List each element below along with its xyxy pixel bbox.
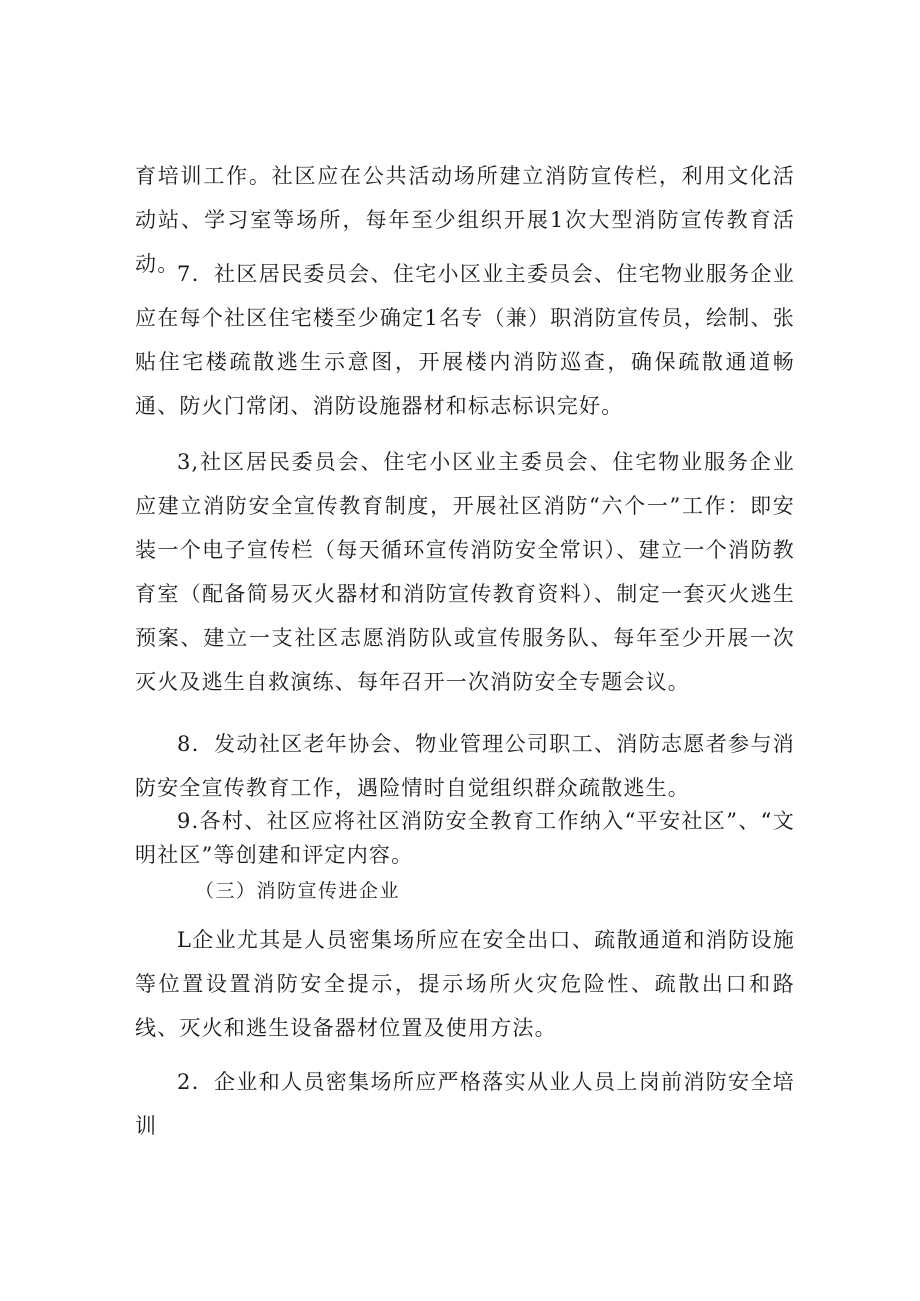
paragraph-item-8: 8．发动社区老年协会、物业管理公司职工、消防志愿者参与消防安全宣传教育工作，遇险情时自觉组织群众疏散逃生。 xyxy=(135,732,795,800)
paragraph-item-7: 7．社区居民委员会、住宅小区业主委员会、住宅物业服务企业应在每个社区住宅楼至少确定1名专（兼）职消防宣传员，绘制、张贴住宅楼疏散逃生示意图，开展楼内消防巡查，确保疏散通道畅通、防火门常闭、消防设施器材和标志标识完好。 xyxy=(135,262,795,418)
paragraph-item-3: 3,社区居民委员会、住宅小区业主委员会、住宅物业服务企业应建立消防安全宣传教育制度，开展社区消防“六个一”工作：即安装一个电子宣传栏（每天循环宣传消防安全常识）、建立一个消防教育室（配备简易灭火器材和消防宣传教育资料）、制定一套灭火逃生预案、建立一支社区志愿消防队或宣传服务队、每年至少开展一次灭火及逃生自救演练、每年召开一次消防安全专题会议。 xyxy=(135,450,795,694)
paragraph-enterprise-2: 2．企业和人员密集场所应严格落实从业人员上岗前消防安全培训 xyxy=(135,1070,795,1138)
section-heading: （三）消防宣传进企业 xyxy=(195,880,401,902)
paragraph-enterprise-1: L企业尤其是人员密集场所应在安全出口、疏散通道和消防设施等位置设置消防安全提示，提示场所火灾危险性、疏散出口和路线、灭火和逃生设备器材位置及使用方法。 xyxy=(135,928,795,1040)
paragraph-item-9: 9.各村、社区应将社区消防安全教育工作纳入“平安社区”、“文明社区”等创建和评定内容。 xyxy=(135,809,795,867)
paragraph-continuation: 育培训工作。社区应在公共活动场所建立消防宣传栏，利用文化活动站、学习室等场所，每年至少组织开展1次大型消防宣传教育活动。 xyxy=(135,164,795,276)
